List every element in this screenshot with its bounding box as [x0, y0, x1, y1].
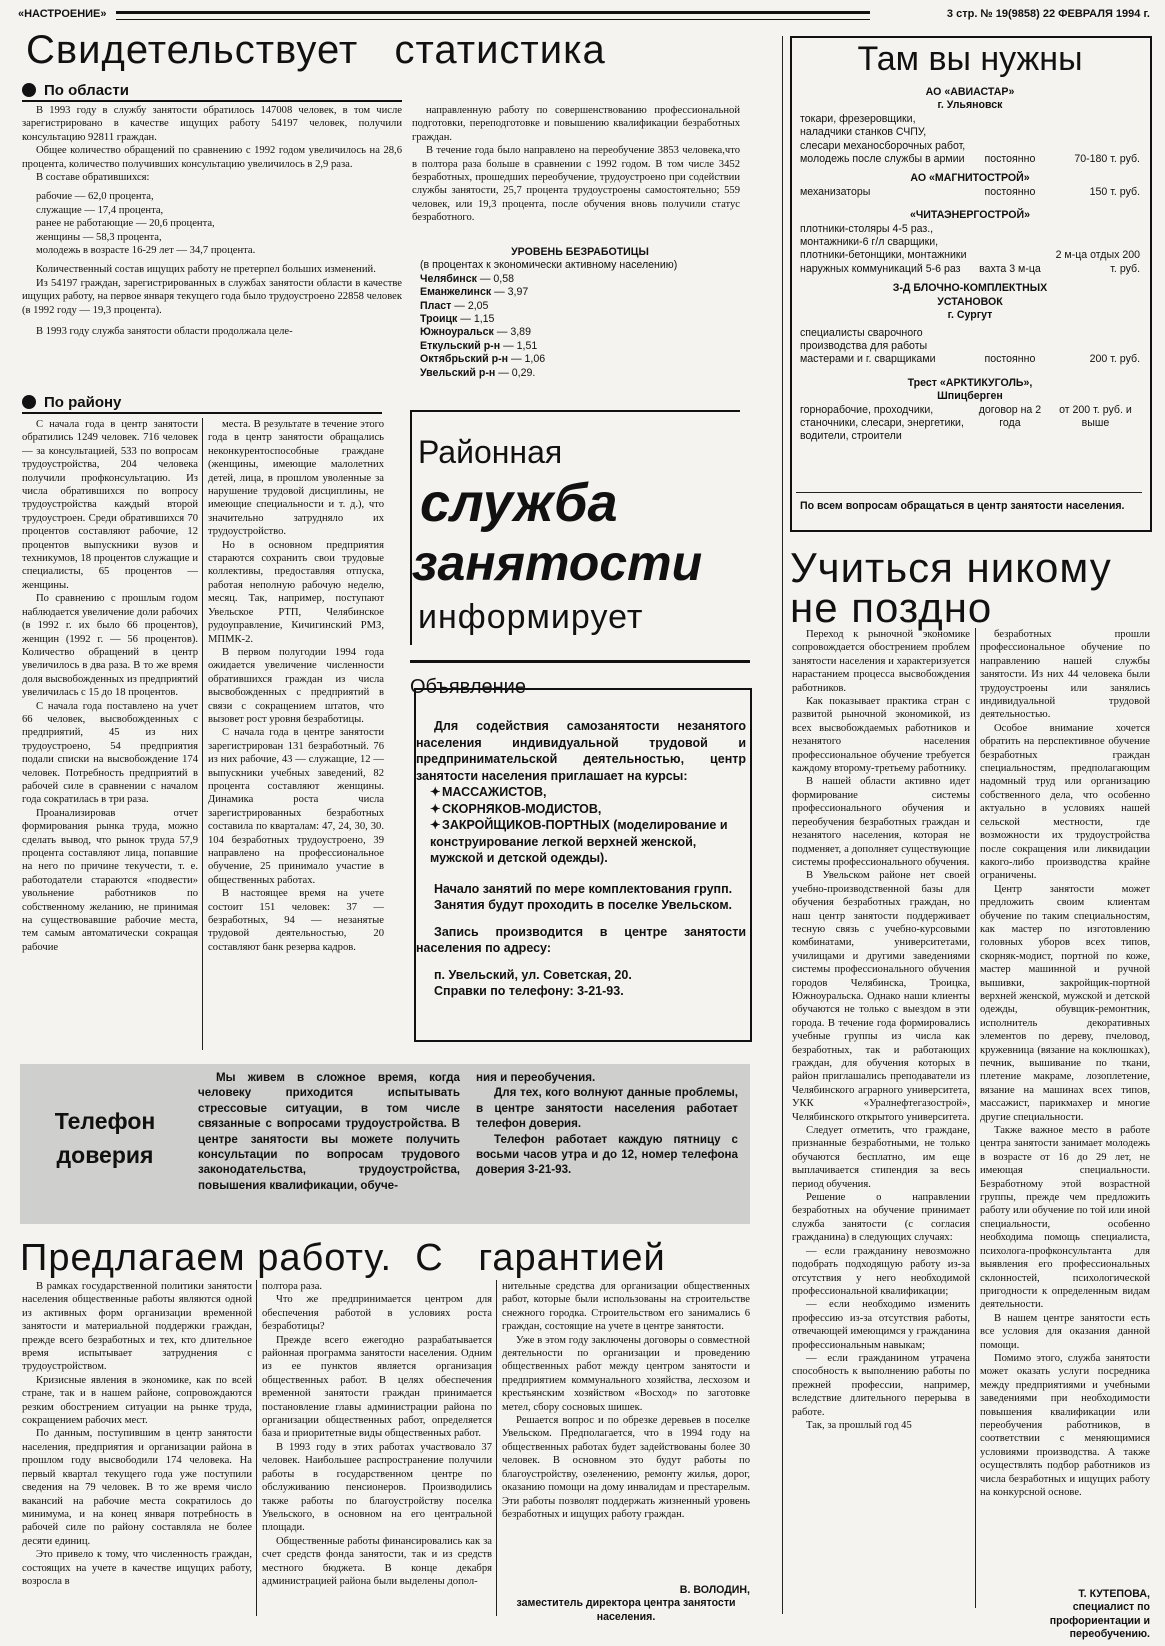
paragraph: В течение года было направлено на переобучение 3853 человека,что в полтора раза больше в сравнении с 1992 годом. В том числе 3452 безработных, прошедших переобучение, трудоустроено при содействии службы занятости, 25,7 процента трудоустроены самостоятельно; 559 человек, или 19,3 процента, после обучения вновь получили статус безработного.	[412, 145, 740, 224]
paragraph: Уже в этом году заключены договоры о совместной деятельности по организации и проведению общественных работ между центром занятости и предприятием коммунального хозяйства, лесхозом и крестьянским хозяйством «Восход» по заготовке метел, сбору сосновых шишек.	[502, 1334, 750, 1413]
issue-info: 3 стр. № 19(9858) 22 ФЕВРАЛЯ 1994 г.	[946, 8, 1150, 20]
paragraph: безработных прошли профессиональное обучение по направлению нашей службы занятости. Из них 44 человека были трудоустроены или занялись индивидуальной трудовой деятельностью.	[980, 629, 1150, 721]
column-rule	[782, 36, 783, 1614]
paragraph: В нашей области активно идет формирование системы профессионального обучения и переобучения безработных граждан и незанятого населения, которая не подменяет, а дополняет существующие системы профессионального обучения.	[792, 776, 970, 868]
title-line-3: занятости	[412, 535, 703, 591]
paragraph: Из 54197 граждан, зарегистрированных в службах занятости области в качестве ищущих работу, на первое января текущего года было трудоустроено 22858 человек (в 1992 году — 19,3 процента).	[22, 277, 402, 316]
company-name: АО «МАГНИТОСТРОЙ»	[910, 172, 1030, 185]
table-row: Троицк — 1,15	[420, 313, 495, 326]
section-name: «НАСТРОЕНИЕ»	[18, 8, 107, 20]
offer-column-2	[262, 1280, 492, 1620]
paragraph: В настоящее время на учете состоит 151 человек: 37 — безработных, 94 — незанятые трудовой деятельностью, 20 составляют банк резерва кадров.	[208, 888, 384, 953]
oblast-title: По области	[44, 82, 129, 99]
paragraph: Переход к рыночной экономике сопровождается обострением проблем занятости населения и характеризуется нарастанием процесса высвобождения работников.	[792, 629, 970, 694]
paragraph: Мы живем в сложное время, когда человеку приходится испытывать стрессовые ситуации, в том числе связанные с вопросами трудоустройства. В центре занятости вы можете получить консультации по вопросам трудового законодательства, трудоустройства, повышения квалификации, обуче-	[198, 1071, 460, 1192]
rayon-subhead	[22, 394, 382, 414]
hotline-column-1	[198, 1070, 460, 1193]
paragraph: С начала года в центр занятости обратились 1249 человек. 716 человек — за консультацией, 533 по вопросам трудоустройства, 204 человека получили профконсультацию. Из числа обратившихся по вопросу трудоустройства каждый второй трудоустроен. Среди обратившихся 70 процентов составляют рабочие, 12 процентов выпускники вузов и техникумов, 18 процентов служащие и специалисты, 65 процентов — женщины.	[22, 419, 198, 591]
paragraph: Решается вопрос и по обрезке деревьев в поселке Увельском. Предполагается, что в 1994 году на общественных работах будет задействованы более 30 человек. В основном это будут работы по благоустройству, озеленению, ремонту жилья, дорог, оказанию помощи на дому инвалидам и престарелым. Эти работы позволят поддержать жизненный уровень безработных и ищущих работу граждан.	[502, 1415, 750, 1520]
author-name: В. ВОЛОДИН,	[679, 1584, 750, 1596]
paragraph: Это привело к тому, что численность граждан, состоящих на учете в качестве ищущих работу, возросла в	[22, 1549, 252, 1587]
diamond-icon: ✦	[430, 785, 441, 799]
list-item: молодежь в возрасте 16-29 лет — 34,7 процента.	[36, 245, 256, 257]
ad-paragraph: Запись производится в центре занятости населения по адресу:	[416, 924, 746, 955]
ad-paragraph: Для содействия самозанятости незанятого населения индивидуальной трудовой и предпринимательской деятельностью, центр занятости населения приглашает на курсы:	[416, 719, 746, 783]
company-city: г. Сургут	[947, 309, 993, 322]
vacancies-list	[800, 80, 1140, 444]
paragraph: Количественный состав ищущих работу не претерпел больших изменений.	[36, 264, 376, 276]
ad-text	[416, 718, 746, 1000]
paragraph: В нашем центре занятости есть все условия для оказания данной помощи.	[980, 1312, 1150, 1351]
company-name: АО «АВИАСТАР»	[925, 86, 1015, 98]
paragraph: В составе обратившихся:	[36, 172, 150, 184]
offer-column-1	[22, 1280, 252, 1620]
paragraph: полтора раза.	[262, 1281, 323, 1292]
paragraph: Общественные работы финансировались как за счет средств фонда занятости, так и из средств местного бюджета. В конце декабря администрацией района были выделены допол-	[262, 1535, 492, 1587]
paragraph: Кризисные явления в экономике, как по всей стране, так и в нашем районе, сопровождаются резким обострением ситуации на рынке труда, сокращением рабочих мест.	[22, 1374, 252, 1427]
paragraph: Помимо этого, служба занятости может оказать услуги посредника между предприятиями и учебными заведениями при необходимости повышения квалификации или переобучения работников, в соответствии с меняющимися условиями производства. А также осуществлять подбор работников из числа безработных и ищущих работу на конкурсной основе.	[980, 1352, 1150, 1498]
unemployment-table	[420, 246, 740, 380]
list-item: женщины — 58,3 процента,	[36, 231, 162, 243]
paragraph: Также важное место в работе центра занятости занимает молодежь в возрасте от 16 до 29 лет, не имеющая специальности. Безработному этой возрастной группы, прежде чем предложить работу или обучение по той или иной специальности, особенно необходима помощь специалиста, психолога-профконсультанта для выявления его профессиональных склонностей, психологической пригодности к определенным видам деятельности.	[980, 1125, 1150, 1311]
paragraph: Телефон работает каждую пятницу с восьми часов утра и до 12, номер телефона доверия 3-21-93.	[476, 1132, 738, 1177]
ad-paragraph: Занятия будут проходить в поселке Увельском.	[434, 898, 733, 912]
paragraph: Общее количество обращений по сравнению с 1992 годом увеличилось на 28,6 процента, количество получивших консультацию увеличилось в 2,9 раза.	[22, 145, 402, 170]
column-rule	[496, 1280, 497, 1616]
paragraph: Но в основном предприятия стараются сохранить свои трудовые коллективы, предоставляя отпуска, работая неполную рабочую неделю, месяц. Так, например, поступают Увельское РТП, Челябинское рудоуправление, Кичигинский РМЗ, МПМК-2.	[208, 539, 384, 645]
bullet-dot-icon	[22, 83, 36, 97]
vacancies-footer: По всем вопросам обращаться в центр занятости населения.	[800, 500, 1125, 512]
stats-oblast-column	[22, 104, 402, 390]
list-item: ранее не работающие — 20,6 процента,	[36, 218, 215, 230]
hotline-title-line-2: доверия	[56, 1142, 154, 1168]
paragraph: Следует отметить, что граждане, признанные безработными, не только обучаются бесплатно, им еще выплачивается стипендия за весь период обучения.	[792, 1125, 970, 1190]
author-role: заместитель директора центра занятости населения.	[516, 1597, 736, 1623]
hotline-title-line-1: Телефон	[54, 1108, 156, 1134]
ad-paragraph: п. Увельский, ул. Советская, 20.	[434, 967, 632, 982]
learn-headline-line-2: не поздно	[790, 584, 993, 631]
paragraph: Центр занятости может предложить своим клиентам обучение по таким специальностям, как мастер по изготовлению головных уборов всех типов, скорняк-модист, портной по коже, мастер машинной и ручной вышивки, закройщик-портной верхней женской, мужской и детской одежды, обувщик-ремонтник, исполнитель декоративных элементов по дереву, пчеловод, кружевница (вязание на коклюшках), печник, вышивание по ткани, плетение макраме, лозоплетение, вязание на машинах всех типов, массажист, парикмахер и многие другие специальности.	[980, 883, 1150, 1123]
paragraph: Как показывает практика стран с развитой рыночной экономикой, из всех высвобождаемых работников и незанятого населения профессиональное обучение требуется каждому второму-третьему работнику.	[792, 696, 970, 775]
paragraph: В 1993 году в этих работах участвовало 37 человек. Наибольшее распространение получили работы в государственном центре по обслуживанию пенсионеров. Производились также работы по благоустройству поселка Увельского, в основном на его центральной площади.	[262, 1441, 492, 1534]
list-item: служащие — 17,4 процента,	[36, 204, 164, 216]
rayon-title: По району	[44, 394, 122, 411]
vacancies-footer-rule	[796, 492, 1142, 493]
paragraph: — если необходимо изменить профессию из-за отсутствия работы, отвечающей имеющимся у гражданина профессиональным навыкам;	[792, 1299, 970, 1351]
company-name: Трест «АРКТИКУГОЛЬ»,	[907, 376, 1033, 389]
title-frame-left	[410, 410, 412, 645]
bullet-dot-icon	[22, 395, 36, 409]
company-city: г. Ульяновск	[937, 99, 1003, 112]
company-city: Шпицберген	[937, 390, 1003, 403]
course-item: ✦ СКОРНЯКОВ-МОДИСТОВ,	[430, 801, 602, 816]
vacancy-row: специалисты сварочного производства для работы мастерами и г. сварщиками постоянно 200 т. руб.	[800, 326, 1141, 366]
learn-headline	[790, 544, 1156, 631]
masthead	[18, 8, 1150, 24]
learn-column-1	[792, 628, 970, 1612]
center-title-block	[410, 410, 750, 650]
title-frame-top	[410, 410, 740, 412]
column-rule	[975, 628, 976, 1608]
diamond-icon: ✦	[430, 818, 441, 832]
paragraph: — если гражданином утрачена способность к выполнению работы по прежней профессии, например, вследствие длительного перерыва в работе.	[792, 1352, 970, 1418]
author-role: специалист по профориентации и переобучению.	[1049, 1601, 1150, 1641]
paragraph: В 1993 году служба занятости области продолжала целе-	[36, 326, 293, 338]
rayon-column-2	[208, 418, 384, 1054]
learn-headline-line-1: Учиться никому	[790, 544, 1112, 591]
stats-middle-column	[412, 104, 740, 226]
table-row: Увельский р-н — 0,29.	[420, 366, 536, 379]
company-name: «ЧИТАЭНЕРГОСТРОЙ»	[909, 209, 1031, 222]
paragraph: направленную работу по совершенствованию профессиональной подготовки, переподготовке и повышению квалификации безработных граждан.	[412, 105, 740, 143]
paragraph: — если гражданину невозможно подобрать подходящую работу из-за отсутствия у него необходимой профессиональной квалификации;	[792, 1245, 970, 1297]
paragraph: В первом полугодии 1994 года ожидается увеличение численности обратившихся граждан из числа высвобожденных с предприятий в связи с сокращением штатов, что вызовет рост уровня безработицы.	[208, 646, 384, 725]
hotline-title	[30, 1104, 180, 1172]
paragraph: Что же предпринимается центром для обеспечения работой в условиях роста безработицы?	[262, 1294, 492, 1333]
paragraph: Проанализировав отчет формирования рынка труда, можно сделать вывод, что рынок труда 57,9 процента составляют лица, попавшие на него по причине текучести, т. е. работодатели стараются «подвести» увольнение работников по собственному желанию, не принимая на существовавшие рабочие места, тем самым автоматически сокращая рабочие	[22, 807, 198, 953]
ad-rule	[410, 660, 750, 663]
paragraph: Решение о направлении безработных на обучение принимает служба занятости (с согласия гражданина) в следующих случаях:	[792, 1192, 970, 1244]
table-row: Челябинск — 0,58	[420, 272, 515, 285]
paragraph: В 1993 году в службу занятости обратилось 147008 человек, в том числе зарегистрировано в качестве ищущих работу 54197 человек, получили консультацию 92811 граждан.	[22, 105, 402, 143]
stats-headline: Свидетельствует статистика	[26, 28, 606, 72]
paragraph: С начала года в центре занятости зарегистрирован 131 безработный. 76 из них рабочие, 43 — служащие, 12 — выпускники учебных заведений, 82 процента составляют женщины. Динамика роста числа зарегистрированных безработных составила по кварталам: 47, 24, 30, 30. 104 безработных трудоустроено, 39 направлено на профессиональное обучение, 25 принимало участие в общественных работах.	[208, 727, 384, 886]
title-line-2: служба	[420, 473, 618, 533]
table-row: Южноуральск — 3,89	[420, 326, 531, 339]
offer-column-3	[502, 1280, 750, 1580]
learn-column-2	[980, 628, 1150, 1578]
ad-title: Объявление	[410, 676, 526, 698]
unemployment-subtitle: (в процентах к экономически активному населению)	[420, 259, 678, 272]
paragraph: По сравнению с прошлым годом наблюдается увеличение доли рабочих (в 1992 г. их было 66 процентов), женщин (1992 г. — 56 процентов). Количество обращений в центр увеличилось в два раза. В то же время доля высвобожденных из предприятий увеличилась с 15 до 18 процентов.	[22, 593, 198, 699]
offer-headline: Предлагаем работу. С гарантией	[20, 1237, 666, 1279]
vacancies-title: Там вы нужны	[857, 40, 1083, 78]
title-line-1: Районная	[418, 434, 563, 470]
paragraph: В Увельском районе нет своей учебно-производственной базы для обучения безработных граждан, но наш центр занятости поддерживает тесную связь с учебно-курсовыми комбинатами, университетами, училищами и другими заведениями системы профессионального обучения городов Челябинска, Троицка, Южноуральска. Однако наши клиенты обучаются не только с выездом в эти города. В течение года формировались учебные группы из числа как безработных, так и работающих граждан, для обучения которых в район приглашались преподаватели из Челябинского аграрного университета, УКК «Уралнефтегазострой», Челябинского открытого университета.	[792, 870, 970, 1123]
paragraph: В рамках государственной политики занятости населения общественные работы являются одной из активных форм организации временной занятости и материальной поддержки граждан, прежде всего безработных и тех, кто длительное время испытывает затруднения с трудоустройством.	[22, 1281, 252, 1373]
vacancy-row: токари, фрезеровщики, наладчики станков СЧПУ, слесари механосборочных работ, молодежь после службы в армии постоянно 70-180 т. руб.	[800, 112, 1141, 166]
course-item: ✦ МАССАЖИСТОВ,	[430, 785, 547, 799]
table-row: Пласт — 2,05	[420, 299, 489, 312]
paragraph: По данным, поступившим в центр занятости населения, предприятия и организации района в прошлом году высвободили 174 человека. На первый квартал текущего года уже поступили сведения на 79 человек. В то же время число вакансий на рабочие места сократилось до минимума, и на конец января потребность в рабочей силе по району составляла не более десяти единиц.	[22, 1428, 252, 1547]
table-row: Еткульский р-н — 1,51	[420, 339, 538, 352]
hotline-column-2	[476, 1070, 738, 1178]
composition-list	[22, 190, 402, 257]
masthead-rule	[116, 11, 870, 20]
ad-paragraph: Справки по телефону: 3-21-93.	[434, 984, 624, 998]
rayon-column-1	[22, 418, 198, 1054]
table-row: Октябрьский р-н — 1,06	[420, 353, 546, 366]
title-line-4: информирует	[418, 598, 644, 636]
list-item: рабочие — 62,0 процента,	[36, 191, 154, 203]
paragraph: места. В результате в течение этого года в центр занятости обращались неконкурентоспособные граждане (женщины, имеющие малолетних детей, лица, в прошлом уволенные за нарушение трудовой дисциплины, не имеющие специальности и т. д.), что значительно затрудняло их трудоустройство.	[208, 419, 384, 538]
author-name: Т. КУТЕПОВА,	[1078, 1588, 1150, 1600]
column-rule	[256, 1280, 257, 1616]
paragraph: Прежде всего ежегодно разрабатывается районная программа занятости населения. Одним из ее пунктов является организация общественных работ. В целях обеспечения временной занятости граждан принимается постановление главы администрации района по организации общественных работ, определяется база и приоритетные виды общественных работ.	[262, 1334, 492, 1440]
paragraph: нительные средства для организации общественных работ, которые были использованы на строительстве снежного городка. Строительством его занимались 6 граждан, состоящие на учете в центре занятости.	[502, 1281, 750, 1333]
paragraph: ния и переобучения.	[476, 1071, 596, 1084]
paragraph: С начала года поставлено на учет 66 человек, высвобожденных с предприятий, 45 из них трудоустроено, 54 предприятия подали списки на высвобождение 174 человек. Потребность предприятий в рабочей силе в сравнении с началом года сократилась в три раза.	[22, 700, 198, 806]
course-item: ✦ ЗАКРОЙЩИКОВ-ПОРТНЫХ (моделирование и конструирование легкой верхней женской, мужской и детской одежды).	[430, 818, 728, 865]
offer-signature	[502, 1584, 750, 1624]
table-row: Еманжелинск — 3,97	[420, 286, 529, 299]
column-rule	[202, 418, 203, 1050]
paragraph: Так, за прошлый год 45	[806, 1419, 912, 1431]
paragraph: Для тех, кого волнуют данные проблемы, в центре занятости населения работает телефон доверия.	[476, 1086, 738, 1131]
learn-signature	[980, 1588, 1150, 1642]
ad-paragraph: Начало занятий по мере комплектования групп.	[434, 881, 733, 896]
oblast-subhead	[22, 82, 402, 102]
paragraph: Особое внимание хочется обратить на перспективное обучение безработных граждан специальностям, предполагающим надомный труд или организацию собственного дела, что особенно актуально в условиях нашей сельской местности, где возможности их трудоустройства после сокращения или ликвидации какого-либо производства крайне ограничены.	[980, 722, 1150, 882]
vacancy-row: плотники-столяры 4-5 раз., монтажники-6 г/л сварщики, плотники-бетонщики, монтажники наружных коммуникаций 5-6 раз вахта 3 м-ца 2 м-ца отдых 200 т. руб.	[800, 222, 1141, 275]
unemployment-title: УРОВЕНЬ БЕЗРАБОТИЦЫ	[511, 246, 649, 258]
vacancy-row: горнорабочие, проходчики, станочники, слесари, энергетики, водители, строители договор на 2 года от 200 т. руб. и выше	[800, 403, 1132, 443]
company-name: З-Д БЛОЧНО-КОМПЛЕКТНЫХ УСТАНОВОК	[892, 282, 1048, 308]
vacancy-row: механизаторы постоянно 150 т. руб.	[800, 185, 1141, 198]
diamond-icon: ✦	[430, 801, 441, 816]
